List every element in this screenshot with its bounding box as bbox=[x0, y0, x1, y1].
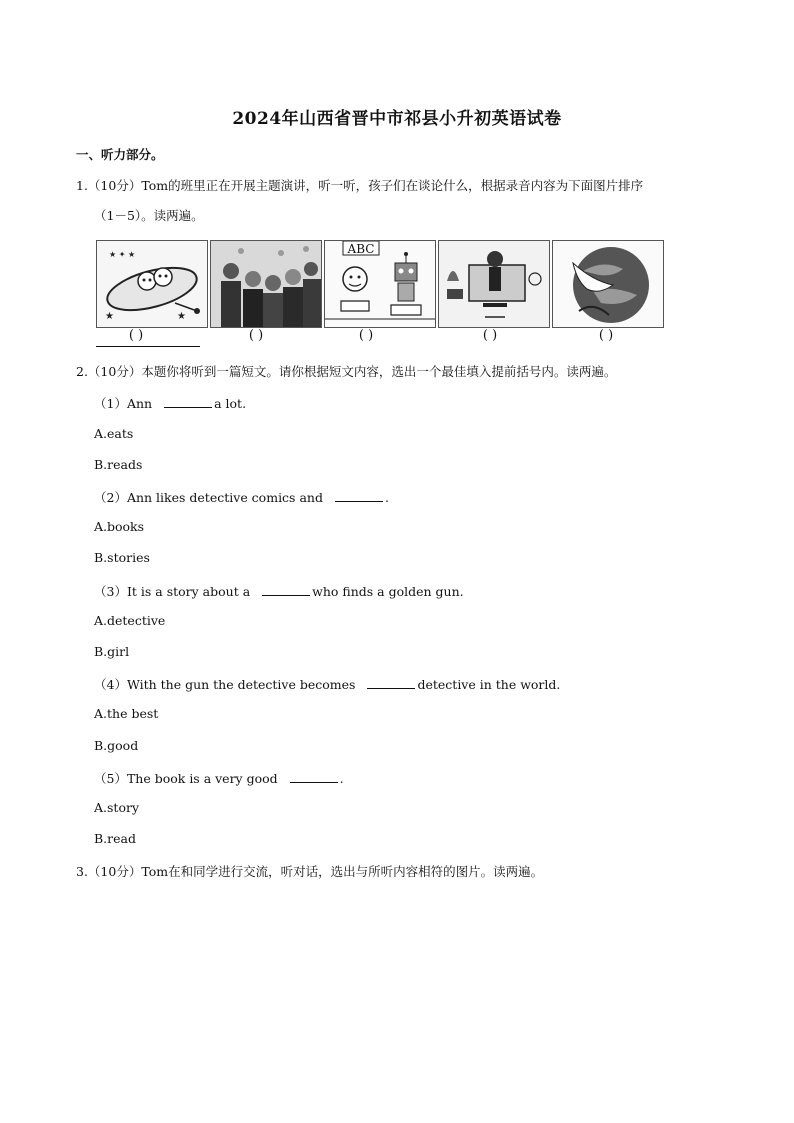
abc-robot-picture bbox=[324, 240, 436, 328]
option-a[interactable]: A.story bbox=[94, 800, 140, 815]
option-b[interactable]: B.girl bbox=[94, 644, 130, 659]
question-2-item-2: （2）Ann likes detective comics and . bbox=[94, 490, 389, 505]
answer-blank[interactable] bbox=[290, 772, 338, 783]
answer-paren-5[interactable]: ( ) bbox=[598, 328, 614, 343]
globe-dove-picture bbox=[552, 240, 664, 328]
section-heading: 一、听力部分。 bbox=[76, 147, 164, 162]
question-2-text: 2.（10分）本题你将听到一篇短文。请你根据短文内容，选出一个最佳填入提前括号内。读两遍。 bbox=[76, 364, 617, 379]
question-1-text: 1.（10分）Tom的班里正在开展主题演讲，听一听，孩子们在谈论什么，根据录音内容为下面图片排序 bbox=[76, 178, 644, 193]
svg-text:★: ★ bbox=[177, 311, 186, 322]
option-b[interactable]: B.read bbox=[94, 831, 136, 846]
question-1-text-cont: （1－5）。读两遍。 bbox=[94, 208, 204, 223]
question-2-item-3: （3）It is a story about a who finds a golden gun. bbox=[94, 584, 464, 599]
question-2-item-1: （1）Ann a lot. bbox=[94, 396, 247, 411]
answer-paren-1[interactable]: ( ) bbox=[128, 328, 144, 343]
question-1-pictures bbox=[96, 240, 662, 330]
option-a[interactable]: A.detective bbox=[94, 613, 166, 628]
divider-line bbox=[96, 346, 200, 347]
computer-teacher-picture bbox=[438, 240, 550, 328]
answer-paren-4[interactable]: ( ) bbox=[482, 328, 498, 343]
answer-blank[interactable] bbox=[335, 491, 383, 502]
question-2-item-4: （4）With the gun the detective becomes detective in the world. bbox=[94, 677, 561, 692]
answer-blank[interactable] bbox=[164, 397, 212, 408]
question-3-text: 3.（10分）Tom在和同学进行交流，听对话，选出与所听内容相符的图片。读两遍。 bbox=[76, 864, 544, 879]
abc-label: ABC bbox=[347, 242, 375, 256]
svg-text:★: ★ bbox=[105, 311, 114, 322]
answer-paren-3[interactable]: ( ) bbox=[358, 328, 374, 343]
option-b[interactable]: B.reads bbox=[94, 457, 143, 472]
answer-blank[interactable] bbox=[262, 585, 310, 596]
children-picture bbox=[210, 240, 322, 328]
option-b[interactable]: B.good bbox=[94, 738, 139, 753]
answer-paren-2[interactable]: ( ) bbox=[248, 328, 264, 343]
option-a[interactable]: A.books bbox=[94, 519, 145, 534]
option-a[interactable]: A.eats bbox=[94, 426, 134, 441]
option-a[interactable]: A.the best bbox=[94, 706, 159, 721]
page-title: 2024年山西省晋中市祁县小升初英语试卷 bbox=[232, 109, 562, 129]
spaceship-picture bbox=[96, 240, 208, 328]
option-b[interactable]: B.stories bbox=[94, 550, 150, 565]
answer-blank[interactable] bbox=[367, 678, 415, 689]
question-2-item-5: （5）The book is a very good . bbox=[94, 771, 344, 786]
svg-text:★ ✦ ★: ★ ✦ ★ bbox=[109, 250, 136, 259]
